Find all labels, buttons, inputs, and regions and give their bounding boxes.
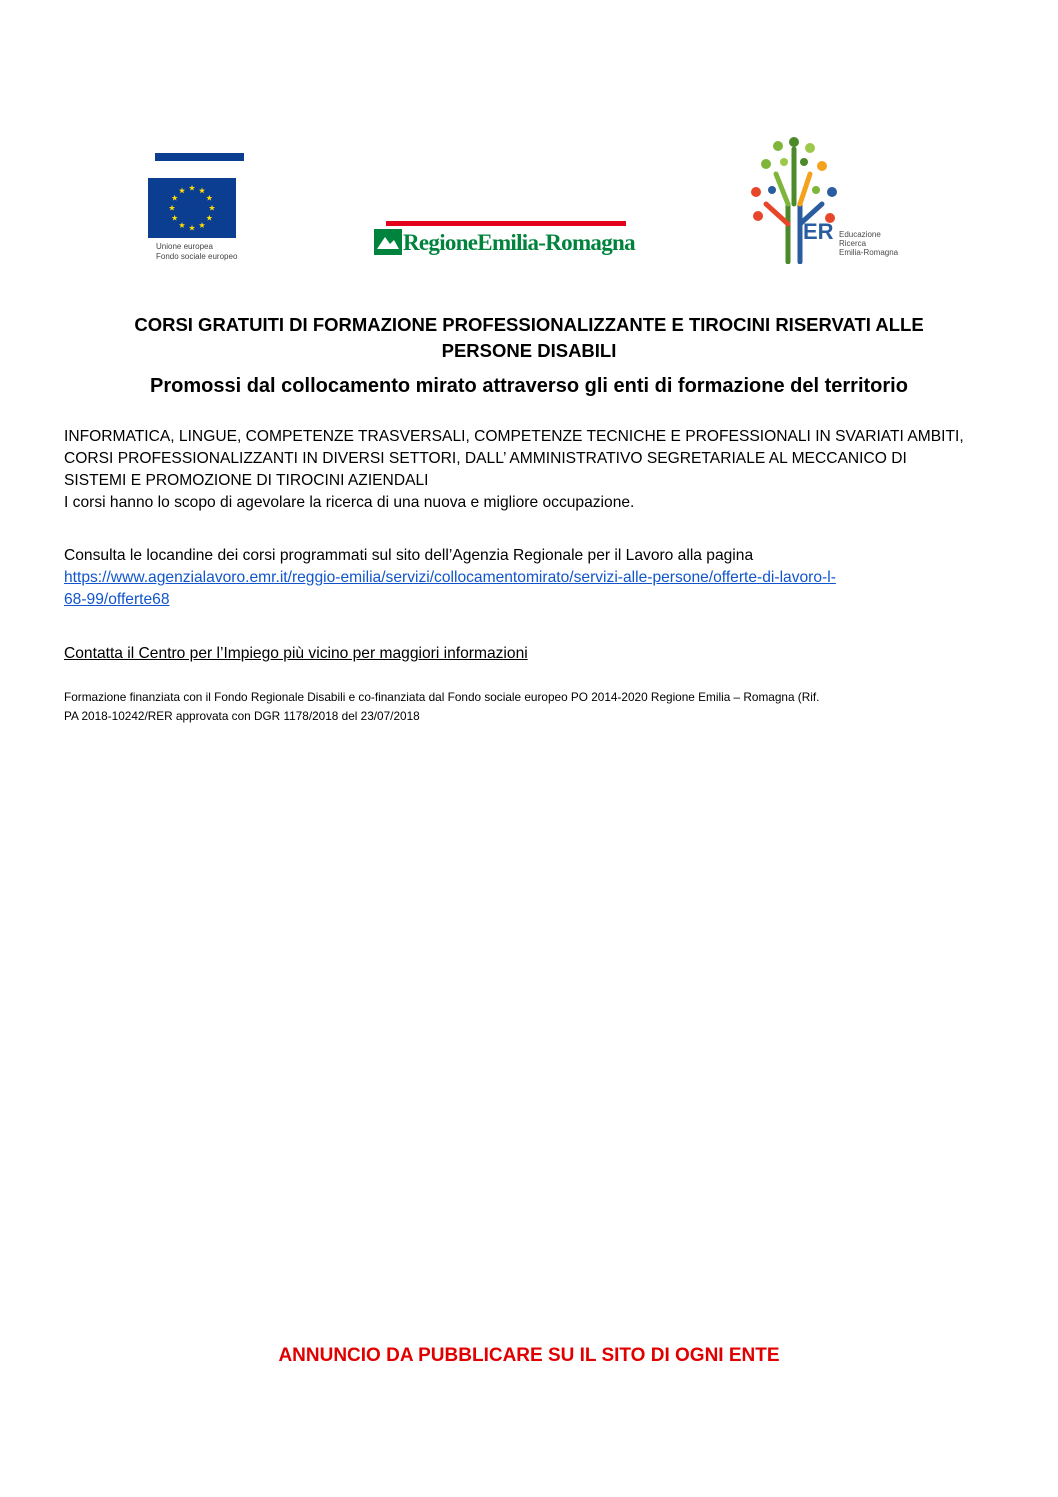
footnote-line: PA 2018-10242/RER approvata con DGR 1178/2018 del 23/07/2018 [64,708,420,723]
eu-caption [156,242,237,262]
link-line[interactable]: https://www.agenzialavoro.emr.it/reggio-emilia/servizi/collocamentomirato/servizi-alle-persone/offerte-di-lavoro-l- [64,569,836,586]
er-caption-line: Ricerca [839,239,867,248]
topics-line: INFORMATICA, LINGUE, COMPETENZE TRASVERSALI, COMPETENZE TECNICHE E PROFESSIONALI IN SVARIATI AMBITI, [64,428,964,445]
courses-link[interactable] [64,567,1004,611]
eu-logo-bar [155,153,244,161]
er-logo [748,134,908,264]
publish-notice: ANNUNCIO DA PUBBLICARE SU IL SITO DI OGNI ENTE [278,1345,780,1366]
region-flag-icon [374,229,402,255]
consult-text: Consulta le locandine dei corsi programmati sul sito dell’Agenzia Regionale per il Lavoro alla pagina [64,547,754,564]
title-line: CORSI GRATUITI DI FORMAZIONE PROFESSIONALIZZANTE E TIROCINI RISERVATI ALLE [134,314,924,335]
er-mark: ER [803,219,834,244]
consult-paragraph [64,545,1004,611]
eu-flag-icon [148,178,236,238]
footnote-line: Formazione finanziata con il Fondo Regionale Disabili e co-finanziata dal Fondo sociale europeo PO 2014-2020 Regione Emilia – Romagna (Rif. [64,690,820,704]
funding-footnote [64,688,1004,725]
link-line[interactable]: 68-99/offerte68 [64,591,170,608]
er-caption-line: Educazione [839,230,881,239]
region-name: RegioneEmilia-Romagna [403,230,635,255]
er-caption [839,230,898,257]
region-logo-line [386,221,626,226]
topics-line: SISTEMI E PROMOZIONE DI TIROCINI AZIENDALI [64,472,429,489]
purpose-text: I corsi hanno lo scopo di agevolare la ricerca di una nuova e migliore occupazione. [64,494,635,511]
eu-caption-line: Unione europea [156,242,213,251]
page-title [40,312,1018,364]
region-logo [374,221,635,261]
topics-line: CORSI PROFESSIONALIZZANTI IN DIVERSI SETTORI, DALL’ AMMINISTRATIVO SEGRETARIALE AL MECCANICO DI [64,450,907,467]
topics-paragraph [64,426,1004,514]
eu-logo [148,153,244,263]
contact-text: Contatta il Centro per l’Impiego più vicino per maggiori informazioni [64,645,528,662]
title-line: PERSONE DISABILI [441,340,617,361]
page-subtitle: Promossi dal collocamento mirato attraverso gli enti di formazione del territorio [150,375,908,397]
eu-caption-line: Fondo sociale europeo [156,252,238,261]
er-caption-line: Emilia-Romagna [839,248,899,257]
